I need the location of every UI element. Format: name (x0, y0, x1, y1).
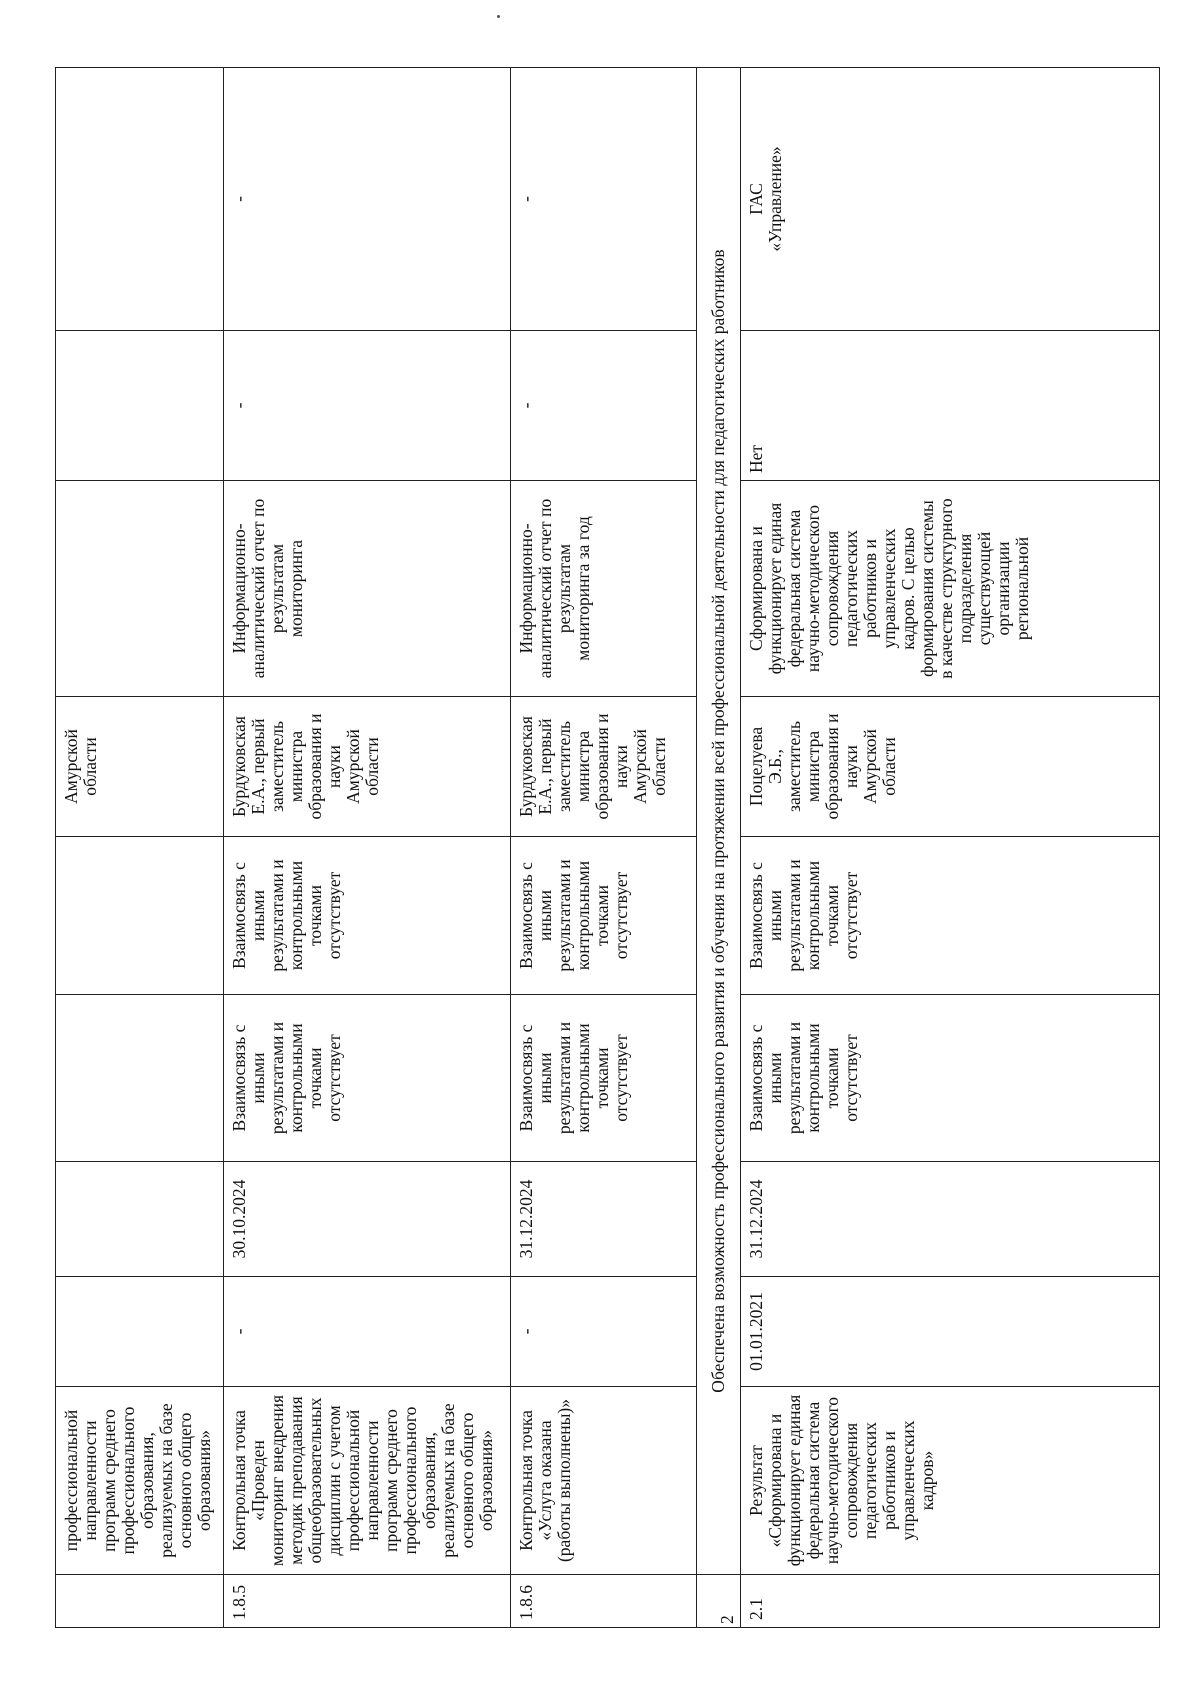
row-responsible: Бурдуковская Е.А., первый заместитель министра образования и науки Амурской области (511, 697, 697, 837)
row-number: 1.8.6 (511, 1575, 697, 1628)
row-name: Результат «Сформирована и функционирует единая федеральная система научно-методического сопровождения педагогических работников и управленческих кадров» (740, 1387, 1159, 1575)
row-it-system: - (223, 331, 510, 481)
row-end-date: 31.12.2024 (740, 1162, 1159, 1277)
row-start-date (56, 1277, 224, 1387)
row-extra: - (511, 68, 697, 331)
plan-table (55, 67, 1160, 1628)
row-it-system: - (511, 331, 697, 481)
row-prev-link (56, 995, 224, 1162)
row-responsible: Бурдуковская Е.А., первый заместитель министра образования и науки Амурской области (223, 697, 510, 837)
row-prev-link: Взаимосвязь с иными результатами и контрольными точками отсутствует (511, 995, 697, 1162)
rotated-page (55, 68, 1160, 1628)
row-responsible: Амурской области (56, 697, 224, 837)
row-result-doc: Информационно- аналитический отчет по результатам мониторинга (223, 481, 510, 697)
row-end-date (56, 1162, 224, 1277)
row-result-doc: Сформирована и функционирует единая федеральная система научно-методического сопровождения педагогических работников и управленческих кадров. С целью формирования системы в качестве структурного подразделения существующей организации региональной (740, 481, 1159, 697)
section-title: Обеспечена возможность профессионального развития и обучения на протяжении всей профессиональной деятельности для педагогических работников (696, 68, 740, 1575)
row-prev-link: Взаимосвязь с иными результатами и контрольными точками отсутствует (223, 995, 510, 1162)
row-number (56, 1575, 224, 1628)
row-extra (56, 68, 224, 331)
table-row (223, 68, 510, 1628)
row-name: профессиональной направленности программ среднего профессионального образования, реализуемых на базе основного общего образования» (56, 1387, 224, 1575)
row-start-date: - (511, 1277, 697, 1387)
table-row (511, 68, 697, 1628)
row-next-link: Взаимосвязь с иными результатами и контрольными точками отсутствует (740, 837, 1159, 995)
section-number: 2 (696, 1575, 740, 1628)
row-number: 2.1 (740, 1575, 1159, 1628)
row-next-link (56, 837, 224, 995)
row-next-link: Взаимосвязь с иными результатами и контрольными точками отсутствует (223, 837, 510, 995)
row-it-system (56, 331, 224, 481)
row-end-date: 31.12.2024 (511, 1162, 697, 1277)
row-result-doc: Информационно- аналитический отчет по результатам мониторинга за год (511, 481, 697, 697)
row-result-doc (56, 481, 224, 697)
section-row (696, 68, 740, 1628)
row-next-link: Взаимосвязь с иными результатами и контрольными точками отсутствует (511, 837, 697, 995)
table-row (56, 68, 224, 1628)
scan-speck (497, 15, 500, 18)
row-start-date: - (223, 1277, 510, 1387)
row-it-system: Нет (740, 331, 1159, 481)
table-row (740, 68, 1159, 1628)
row-number: 1.8.5 (223, 1575, 510, 1628)
row-prev-link: Взаимосвязь с иными результатами и контрольными точками отсутствует (740, 995, 1159, 1162)
row-responsible: Поцелуева Э.Б., заместитель министра образования и науки Амурской области (740, 697, 1159, 837)
row-name: Контрольная точка «Услуга оказана (работы выполнены)» (511, 1387, 697, 1575)
row-extra: ГАС «Управление» (740, 68, 1159, 331)
row-extra: - (223, 68, 510, 331)
row-name: Контрольная точка «Проведен мониторинг внедрения методик преподавания общеобразовательных дисциплин с учетом профессиональной направленности программ среднего профессионального образования, реализуемых на базе основного общего образования» (223, 1387, 510, 1575)
row-start-date: 01.01.2021 (740, 1277, 1159, 1387)
row-end-date: 30.10.2024 (223, 1162, 510, 1277)
